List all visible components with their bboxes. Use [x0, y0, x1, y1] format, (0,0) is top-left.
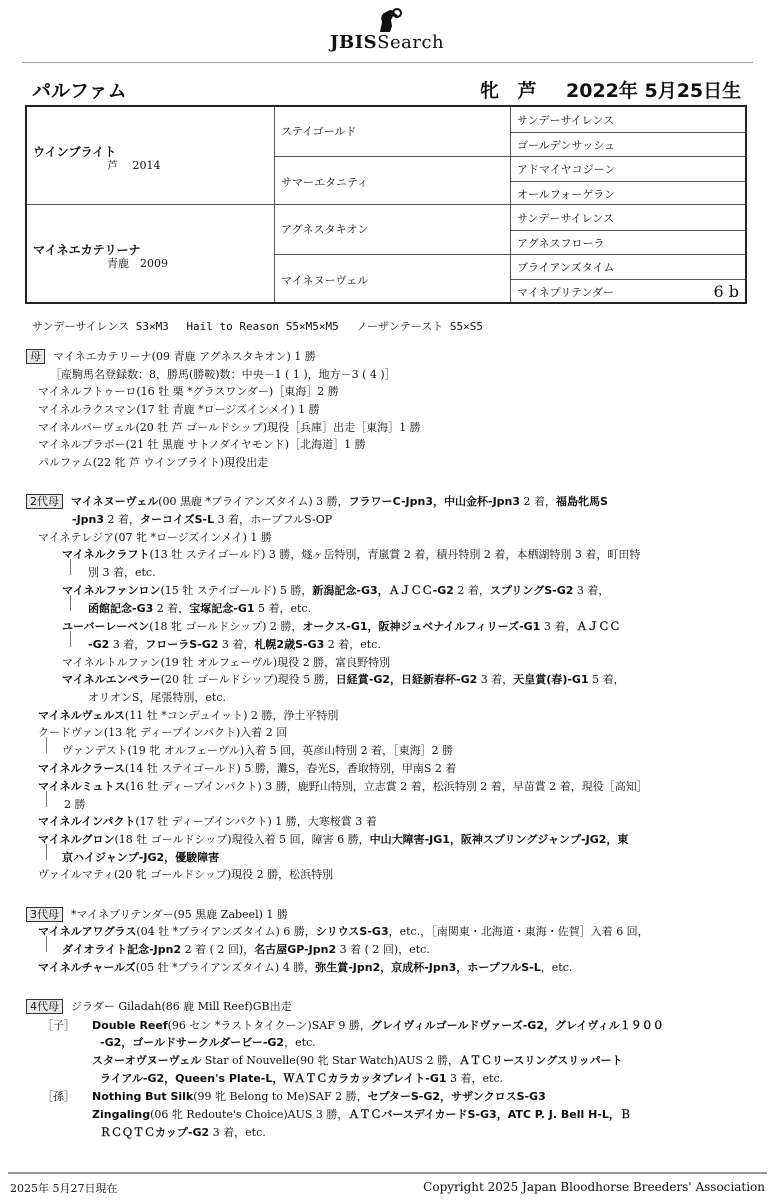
third-dam-line: [26, 906, 288, 922]
placement: 3 着，: [221, 638, 255, 651]
race-name: 札幌2歳S-G3: [254, 638, 325, 651]
placement: 3 着，ホープフルS-OP: [217, 513, 333, 526]
list-item: [92, 1052, 623, 1068]
race-name: 名古屋GP-Jpn2: [254, 943, 337, 956]
list-item-cont: 別 3 着，etc.: [88, 566, 156, 579]
pedigree-g2-cell: [275, 205, 511, 254]
placement: 2 着，: [523, 495, 557, 508]
placement: 2 着，: [107, 513, 141, 526]
logo-text-jbis: JBIS: [330, 32, 378, 53]
tree-connector: [46, 936, 47, 952]
pedigree-g3-name[interactable]: サンデーサイレンス: [517, 114, 615, 127]
pedigree-g3-cell: [511, 132, 745, 156]
list-item: [62, 582, 609, 598]
horse-detail: (16 牡 ディープインパクト) 3 勝，鹿野山特別，立志賞 2 着，松浜特別 2 着，早苗賞 2 着，現役［高知］: [125, 780, 648, 793]
placement: ，etc.: [540, 961, 573, 974]
race-name: 宝塚記念-G1: [189, 602, 255, 615]
placement: 3 着，etc.: [450, 1072, 504, 1085]
pedigree-g3-cell: [511, 181, 745, 205]
pedigree-g3-cell: [511, 205, 745, 230]
pedigree-g3-cell: [511, 107, 745, 132]
pedigree-g3-name[interactable]: サンデーサイレンス: [517, 212, 615, 225]
list-item: [62, 546, 640, 562]
horse-detail: (99 牝 Belong to Me)SAF 2 勝，: [193, 1090, 368, 1103]
list-item: [38, 831, 628, 847]
placement: 3 着，: [480, 673, 514, 686]
dam-line: [26, 348, 316, 364]
placement: 3 着，etc.: [212, 1126, 266, 1139]
horse-link: Nothing But Silk: [92, 1090, 194, 1103]
jbis-search-logo[interactable]: [330, 8, 460, 52]
race-name: 弥生賞-Jpn2，京成杯-Jpn3，ホープフルS-L: [315, 961, 541, 974]
race-name: ライアル-G2，Queen's Plate-L，ＷＡＴＣカラカッタプレイト-G1: [100, 1072, 447, 1085]
horse-detail: (18 牝 ゴールドシップ) 2 勝，: [149, 620, 303, 633]
list-item-cont: [100, 1034, 316, 1050]
horse-link: マイネルヴェルス: [38, 709, 125, 722]
pedigree-g2-name[interactable]: ステイゴールド: [281, 125, 357, 138]
list-item: マイネルトルファン(19 牡 オルフェーヴル)現役 2 勝，富良野特別: [62, 656, 391, 669]
second-dam-name: マイネヌーヴェル: [71, 495, 159, 508]
race-name: ターコイズS-L: [140, 513, 215, 526]
race-name: ＡＴＣリースリングスリッパート: [458, 1054, 623, 1067]
horse-detail: (18 牡 ゴールドシップ)現役入着 5 回，障害 6 勝，: [114, 833, 370, 846]
grandchild-label: ［孫］: [42, 1090, 75, 1103]
pedigree-g3-cell: [511, 230, 745, 254]
list-item: マイネルラクスマン(17 牡 青鹿 *ロージズインメイ) 1 勝: [38, 403, 320, 416]
horse-detail: (04 牡 *ブライアンズタイム) 6 勝，: [136, 925, 316, 938]
race-grade: -G2: [88, 638, 110, 651]
horse-detail: (13 牡 ステイゴールド) 3 勝，燧ヶ岳特別，青嵐賞 2 着，積丹特別 2 着，本栖湖特別 3 着，町田特: [149, 548, 641, 561]
horse-birthdate: 2022年 5月25日生: [566, 80, 742, 102]
horse-icon: [374, 8, 404, 34]
pedigree-g2-cell: [275, 156, 511, 205]
second-dam-detail: (00 黒鹿 *ブライアンズタイム) 3 勝，: [158, 495, 349, 508]
list-item: [92, 1106, 631, 1122]
list-item: [62, 671, 625, 687]
pedigree-g2-cell: [275, 107, 511, 156]
race-grade: -Jpn3: [72, 513, 105, 526]
race-name: 函館記念-G3: [88, 602, 154, 615]
horse-link: マイネルアワグラス: [38, 925, 137, 938]
placement: 2 着 ( 2 回)，: [184, 943, 255, 956]
pedigree-g3-name[interactable]: アドマイヤコジーン: [517, 163, 616, 176]
tree-connector: [46, 791, 47, 807]
second-dam-line: [26, 493, 608, 509]
pedigree-g2-cell: [275, 254, 511, 302]
horse-link: マイネルファンロン: [62, 584, 161, 597]
race-name: ＡＴＣバースデイカードS-G3，ATC P. J. Bell H-L，Ｂ: [348, 1108, 631, 1121]
horse-detail: (15 牡 ステイゴールド) 5 勝，: [160, 584, 313, 597]
tree-connector: [70, 559, 71, 575]
tree-connector: [46, 737, 47, 753]
pedigree-g2-name[interactable]: アグネスタキオン: [281, 223, 369, 236]
pedigree-g3-name[interactable]: ゴールデンサッシュ: [517, 139, 616, 152]
race-name: ダイオライト記念-Jpn2: [62, 943, 182, 956]
list-item-cont: [100, 1070, 503, 1086]
header-divider: [22, 62, 753, 63]
pedigree-g3-cell: [511, 156, 745, 181]
list-item: [38, 959, 572, 975]
pedigree-g3-name[interactable]: アグネスフローラ: [517, 237, 605, 250]
list-item-cont: [88, 636, 381, 652]
horse-link: マイネルエンペラー: [62, 673, 161, 686]
pedigree-sire-name[interactable]: ウインブライト: [33, 145, 117, 159]
fourth-dam-line: [26, 998, 292, 1014]
horse-detail: Star of Nouvelle(90 牝 Star Watch)AUS 2 勝，: [204, 1054, 459, 1067]
race-name: 福島牝馬S: [556, 495, 608, 508]
race-name: ＡＪＣＣ: [576, 620, 621, 633]
list-item-cont: [88, 600, 311, 616]
list-item-cont: [62, 849, 219, 865]
list-item: マイネルフトゥーロ(16 牡 栗 *グラスワンダー)［東海］2 勝: [38, 385, 339, 398]
horse-detail: (14 牡 ステイゴールド) 5 勝，灘S，春光S，香取特別，甲南S 2 着: [124, 762, 457, 775]
horse-sex-color: 牝 芦: [480, 80, 543, 102]
list-item: マイネルパーヴェル(20 牡 芦 ゴールドシップ)現役［兵庫］出走［東海］1 勝: [38, 421, 421, 434]
family-number: 6 b: [713, 282, 739, 301]
placement: 2 着，etc.: [327, 638, 381, 651]
section-tag-dam: 母: [26, 349, 45, 364]
race-name: フローラS-G2: [145, 638, 219, 651]
pedigree-divider: [511, 132, 745, 133]
logo-text-search: Search: [377, 32, 445, 53]
dam-line-text: マイネエカテリーナ(09 青鹿 アグネスタキオン) 1 勝: [53, 350, 316, 363]
list-item: [38, 813, 377, 829]
tree-connector: [70, 631, 71, 647]
as-of-date: 2025年 5月27日現在: [10, 1182, 118, 1195]
pedigree-g2-name[interactable]: サマーエタニティ: [281, 176, 369, 189]
pedigree-divider: [511, 230, 745, 231]
race-name: スプリングS-G2: [489, 584, 574, 597]
pedigree-divider: [511, 279, 745, 280]
placement: 3 着 ( 2 回)，etc.: [339, 943, 430, 956]
race-name: セプターS-G2，サザンクロスS-G3: [367, 1090, 546, 1103]
race-name: 京ハイジャンプ-JG2，優駿障害: [62, 851, 220, 864]
list-item: ヴァイルマティ(20 牝 ゴールドシップ)現役 2 勝，松浜特別: [38, 868, 334, 881]
pedigree-g3-cell: [511, 254, 745, 279]
pedigree-dam-name[interactable]: マイネエカテリーナ: [33, 243, 141, 257]
horse-link: マイネルインパクト: [38, 815, 136, 828]
pedigree-g3-name[interactable]: ブライアンズタイム: [517, 261, 615, 274]
list-item-cont: [62, 941, 430, 957]
race-name: 日経賞-G2，日経新春杯-G2: [335, 673, 478, 686]
horse-link: マイネルグロン: [38, 833, 115, 846]
child-label: ［子］: [42, 1019, 75, 1032]
list-item: マイネテレジア(07 牝 *ロージズインメイ) 1 勝: [38, 531, 272, 544]
race-name: ＲＣＱＴＣカップ-G2: [100, 1126, 210, 1139]
horse-name: パルファム: [32, 80, 127, 102]
list-item: [62, 618, 620, 634]
race-name: 新潟記念-G3，ＡＪＣＣ-G2: [312, 584, 454, 597]
pedigree-sire-cell: [27, 107, 275, 205]
section-tag-second-dam: 2代母: [26, 494, 63, 509]
footer-divider: [8, 1172, 767, 1174]
second-dam-line-cont: [72, 511, 332, 527]
pedigree-divider: [511, 181, 745, 182]
pedigree-dam-cell: [27, 205, 275, 302]
race-name: 天皇賞(春)-G1: [513, 673, 589, 686]
list-item: クードヴァン(13 牝 ディープインパクト)入着 2 回: [38, 726, 288, 739]
pedigree-g3-cell: [511, 279, 745, 302]
list-item: マイネルプラボー(21 牡 黒鹿 サトノダイヤモンド)［北海道］1 勝: [38, 438, 366, 451]
horse-link: マイネルクラース: [38, 762, 125, 775]
placement: 3 着，: [576, 584, 610, 597]
copyright: Copyright 2025 Japan Bloodhorse Breeders' Association: [423, 1180, 765, 1194]
list-item: [38, 923, 649, 939]
horse-detail: (96 セン *ラストタイクーン)SAF 9 勝，: [167, 1019, 371, 1032]
horse-detail: (06 牝 Redoute's Choice)AUS 3 勝，: [150, 1108, 349, 1121]
horse-link: Double Reef: [92, 1019, 168, 1032]
list-item: [92, 1088, 546, 1104]
list-item: [38, 707, 338, 723]
pedigree-g2-name[interactable]: マイネヌーヴェル: [281, 274, 369, 287]
horse-detail: (05 牡 *ブライアンズタイム) 4 勝，: [135, 961, 316, 974]
list-item: ヴァンデスト(19 牝 オルフェーヴル)入着 5 回，英彦山特別 2 着，［東海］2 勝: [62, 744, 454, 757]
race-name: 中山大障害-JG1，阪神スプリングジャンプ-JG2，東: [369, 833, 629, 846]
horse-detail: (17 牡 ディープインパクト) 1 勝，大寒桜賞 3 着: [135, 815, 377, 828]
horse-link: ユーバーレーベン: [62, 620, 150, 633]
third-dam-detail: *マイネプリテンダー(95 黒鹿 Zabeel) 1 勝: [71, 908, 288, 921]
race-name: シリウスS-G3: [315, 925, 389, 938]
horse-detail: (20 牡 ゴールドシップ)現役 5 勝，: [160, 673, 336, 686]
race-name: -G2，ゴールドサークルダービー-G2: [100, 1036, 285, 1049]
inbreeding-summary: サンデーサイレンス S3×M3 Hail to Reason S5×M5×M5 ノーザンテースト S5×S5: [32, 320, 484, 333]
horse-link: マイネルミュトス: [38, 780, 126, 793]
placement: ，etc.: [284, 1036, 316, 1049]
list-item: パルファム(22 牝 芦 ウインブライト)現役出走: [38, 456, 269, 469]
pedigree-sire-info: 芦 2014: [107, 159, 161, 172]
pedigree-g3-name[interactable]: オールフォーゲラン: [517, 188, 616, 201]
horse-detail: ，etc.，［南関東・北海道・東海・佐賀］入着 6 回，: [388, 925, 649, 938]
fourth-dam-detail: ジラダー Giladah(86 鹿 Mill Reef)GB出走: [71, 1000, 292, 1013]
horse-detail: (11 牡 *コンデュイット) 2 勝，浄土平特別: [124, 709, 339, 722]
tree-connector: [70, 595, 71, 611]
pedigree-table: [25, 105, 747, 304]
pedigree-g3-name[interactable]: マイネプリテンダー: [517, 286, 615, 299]
list-item: [92, 1017, 664, 1033]
dam-offspring-stats: ［産駒馬名登録数：8，勝馬(勝鞍)数：中央－1 ( 1 )，地方－3 ( 4 )］: [50, 368, 396, 381]
placement: 3 着，: [112, 638, 146, 651]
list-item-cont: オリオンS，尾張特別，etc.: [88, 691, 227, 704]
race-name: フラワーC-Jpn3，中山金杯-Jpn3: [348, 495, 521, 508]
list-item-cont: [100, 1124, 266, 1140]
horse-link: Zingaling: [92, 1108, 151, 1121]
placement: 3 着，: [543, 620, 577, 633]
placement: 5 着，: [592, 673, 625, 686]
pedigree-dam-info: 青鹿 2009: [107, 257, 168, 270]
list-item: [38, 760, 456, 776]
tree-connector: [46, 844, 47, 860]
section-tag-third-dam: 3代母: [26, 907, 63, 922]
placement: 2 着，: [156, 602, 190, 615]
horse-link: マイネルクラフト: [62, 548, 150, 561]
horse-link: スターオヴヌーヴェル: [92, 1054, 202, 1067]
placement: 5 着，etc.: [258, 602, 312, 615]
section-tag-fourth-dam: 4代母: [26, 999, 63, 1014]
race-name: グレイヴィルゴールドヴァーズ-G2，グレイヴィル１９００: [370, 1019, 664, 1032]
list-item-cont: 2 勝: [64, 798, 86, 811]
race-name: オークス-G1，阪神ジュベナイルフィリーズ-G1: [302, 620, 541, 633]
horse-link: マイネルチャールズ: [38, 961, 136, 974]
list-item: [38, 778, 648, 794]
placement: 2 着，: [457, 584, 490, 597]
